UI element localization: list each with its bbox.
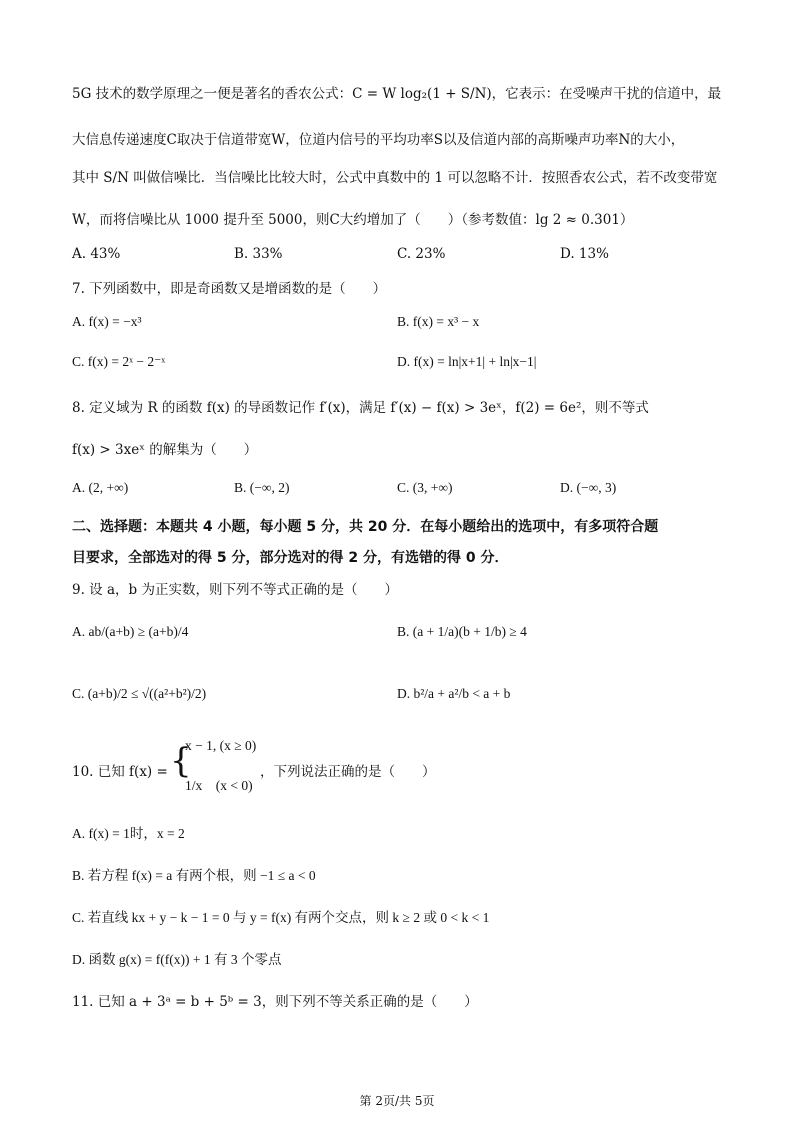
- q6-option-b: B. 33%: [234, 246, 283, 262]
- q9-stem: 9. 设 a，b 为正实数，则下列不等式正确的是（ ）: [72, 582, 398, 598]
- q6-line4: W，而将信噪比从 1000 提升至 5000，则C大约增加了（ ）（参考数值：lg 2 ≈ 0.301）: [72, 212, 634, 228]
- q8-option-a: A. (2, +∞): [72, 480, 129, 495]
- q11-stem: 11. 已知 a + 3ᵃ = b + 5ᵇ = 3，则下列不等关系正确的是（ ）: [72, 994, 478, 1010]
- q7-option-d: D. f(x) = ln|x+1| + ln|x−1|: [397, 354, 537, 369]
- q7-stem: 7. 下列函数中，即是奇函数又是增函数的是（ ）: [72, 281, 387, 297]
- page-number-footer: 第 2页/共 5页: [359, 1094, 435, 1108]
- q6-option-c: C. 23%: [397, 246, 446, 262]
- section-heading-line1: 二、选择题：本题共 4 小题，每小题 5 分，共 20 分．在每小题给出的选项中，有多项符合题: [72, 519, 659, 535]
- q10-brace: {: [170, 741, 192, 781]
- q8-option-c: C. (3, +∞): [397, 480, 453, 495]
- q10-option-d: D. 函数 g(x) = f(f(x)) + 1 有 3 个零点: [72, 952, 282, 967]
- q6-option-d: D. 13%: [560, 246, 609, 262]
- q9-option-c: C. (a+b)/2 ≤ √((a²+b²)/2): [72, 686, 207, 701]
- section-heading-line2: 目要求，全部选对的得 5 分，部分选对的得 2 分，有选错的得 0 分．: [72, 550, 509, 566]
- q10-stem-suffix: ，下列说法正确的是（ ）: [260, 764, 436, 780]
- q10-case1: x − 1, (x ≥ 0): [185, 738, 257, 753]
- q10-case2: 1/x (x < 0): [185, 778, 253, 793]
- q6-line1: 5G 技术的数学原理之一便是著名的香农公式：C = W log₂(1 + S/N)，它表示：在受噪声干扰的信道中，最: [72, 86, 722, 102]
- q7-option-c: C. f(x) = 2ˣ − 2⁻ˣ: [72, 354, 166, 369]
- q6-line2: 大信息传递速度C取决于信道带宽W，位道内信号的平均功率S以及信道内部的高斯噪声功率N的大小，: [72, 132, 685, 148]
- q9-option-a: A. ab/(a+b) ≥ (a+b)/4: [72, 624, 189, 639]
- q8-option-b: B. (−∞, 2): [234, 480, 290, 495]
- q6-line3: 其中 S/N 叫做信噪比．当信噪比比较大时，公式中真数中的 1 可以忽略不计．按照香农公式，若不改变带宽: [72, 170, 718, 186]
- q7-option-b: B. f(x) = x³ − x: [397, 314, 480, 329]
- q10-option-b: B. 若方程 f(x) = a 有两个根，则 −1 ≤ a < 0: [72, 868, 316, 883]
- q7-option-a: A. f(x) = −x³: [72, 314, 142, 329]
- q8-stem-line2: f(x) > 3xeˣ 的解集为（ ）: [72, 442, 258, 458]
- q8-option-d: D. (−∞, 3): [560, 480, 617, 495]
- q9-option-d: D. b²/a + a²/b < a + b: [397, 686, 511, 701]
- q8-stem-line1: 8. 定义域为 R 的函数 f(x) 的导函数记作 f′(x)，满足 f′(x) − f(x) > 3eˣ，f(2) = 6e²，则不等式: [72, 400, 649, 416]
- q6-option-a: A. 43%: [72, 246, 121, 262]
- q10-option-c: C. 若直线 kx + y − k − 1 = 0 与 y = f(x) 有两个交点，则 k ≥ 2 或 0 < k < 1: [72, 910, 490, 925]
- q10-stem-prefix: 10. 已知 f(x) =: [72, 764, 168, 780]
- q10-option-a: A. f(x) = 1时，x = 2: [72, 826, 185, 841]
- q9-option-b: B. (a + 1/a)(b + 1/b) ≥ 4: [397, 624, 527, 639]
